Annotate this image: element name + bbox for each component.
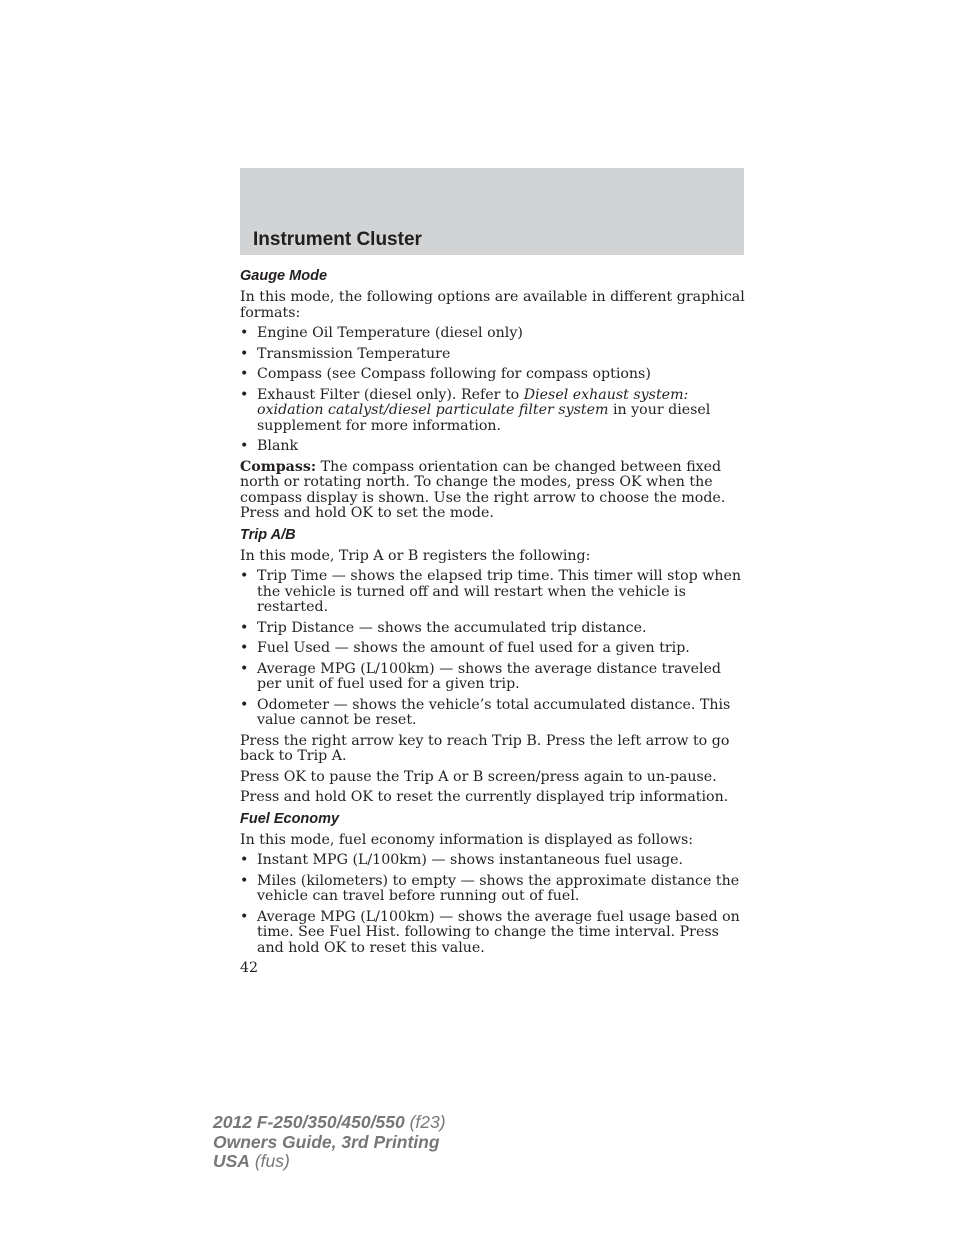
list-item: • Average MPG (L/100km) — shows the average fuel usage based on time. See Fuel Hist. following to change the time interval. Press and hold OK to reset this value. — [240, 908, 740, 956]
bullet-icon: • — [240, 908, 249, 925]
footer-guide-line: Owners Guide, 3rd Printing — [213, 1131, 440, 1152]
trip-ab-heading: Trip A/B — [240, 526, 296, 543]
bullet-icon: • — [240, 872, 249, 889]
supplement-reference: Diesel exhaust system: oxidation catalyst/diesel particulate filter system — [257, 386, 689, 418]
footer-region-line: USA (fus) — [213, 1151, 290, 1171]
gauge-mode-list — [240, 326, 745, 455]
section-header-band — [240, 168, 744, 255]
list-item: • Exhaust Filter (diesel only). Refer to Diesel exhaust system: oxidation catalyst/diesel particulate filter system in your diesel supplement for more information. — [240, 386, 711, 434]
bullet-icon: • — [240, 660, 249, 677]
fuel-economy-intro: In this mode, fuel economy information is displayed as follows: — [240, 831, 694, 848]
trip-ab-paragraph: Press the right arrow key to reach Trip B. Press the left arrow to go back to Trip A. — [240, 732, 730, 764]
footer-model-line: 2012 F-250/350/450/550 (f23) — [213, 1112, 446, 1132]
fuel-economy-list — [240, 853, 745, 956]
compass-paragraph: Compass: The compass orientation can be changed between fixed north or rotating north. To change the modes, press OK when the compass display is shown. Use the right arrow to choose the mode. Press and hold OK to set the mode. — [240, 458, 726, 521]
list-item: • Transmission Temperature — [240, 345, 451, 362]
bullet-icon: • — [240, 568, 249, 584]
trip-ab-intro: In this mode, Trip A or B registers the following: — [240, 547, 591, 564]
list-item: • Miles (kilometers) to empty — shows the approximate distance the vehicle can travel before running out of fuel. — [240, 872, 740, 904]
document-footer — [213, 1113, 446, 1172]
list-item: • Instant MPG (L/100km) — shows instantaneous fuel usage. — [240, 852, 684, 868]
bullet-icon: • — [240, 366, 249, 382]
bullet-icon: • — [240, 696, 249, 713]
gauge-mode-section — [240, 268, 745, 522]
trip-ab-list — [240, 569, 745, 729]
bullet-icon: • — [240, 852, 249, 868]
page-number: 42 — [240, 960, 259, 976]
trip-ab-paragraph: Press OK to pause the Trip A or B screen/press again to un-pause. — [240, 768, 717, 785]
list-item: • Trip Time — shows the elapsed trip time. This timer will stop when the vehicle is turned off and will restart when the vehicle is restarted. — [240, 568, 742, 615]
list-item: • Odometer — shows the vehicle’s total accumulated distance. This value cannot be reset. — [240, 696, 731, 728]
bullet-icon: • — [240, 619, 249, 636]
trip-ab-paragraph: Press and hold OK to reset the currently displayed trip information. — [240, 789, 729, 805]
compass-label: Compass: — [240, 458, 317, 475]
list-item: • Trip Distance — shows the accumulated trip distance. — [240, 619, 647, 636]
bullet-icon: • — [240, 386, 249, 403]
list-item: • Blank — [240, 438, 299, 454]
bullet-icon: • — [240, 438, 249, 454]
gauge-mode-intro: In this mode, the following options are available in different graphical formats: — [240, 289, 745, 321]
bullet-icon: • — [240, 345, 249, 362]
fuel-economy-section — [240, 811, 745, 957]
list-item: • Fuel Used — shows the amount of fuel used for a given trip. — [240, 640, 690, 656]
page-content — [240, 266, 745, 977]
fuel-economy-heading: Fuel Economy — [240, 810, 340, 827]
bullet-icon: • — [240, 325, 249, 341]
bullet-icon: • — [240, 640, 249, 656]
list-item: • Engine Oil Temperature (diesel only) — [240, 325, 523, 341]
gauge-mode-heading: Gauge Mode — [240, 268, 328, 284]
list-item: • Average MPG (L/100km) — shows the average distance traveled per unit of fuel used for a given trip. — [240, 660, 721, 692]
list-item: • Compass (see Compass following for compass options) — [240, 366, 651, 382]
section-title: Instrument Cluster — [253, 229, 422, 250]
trip-ab-section — [240, 527, 745, 806]
